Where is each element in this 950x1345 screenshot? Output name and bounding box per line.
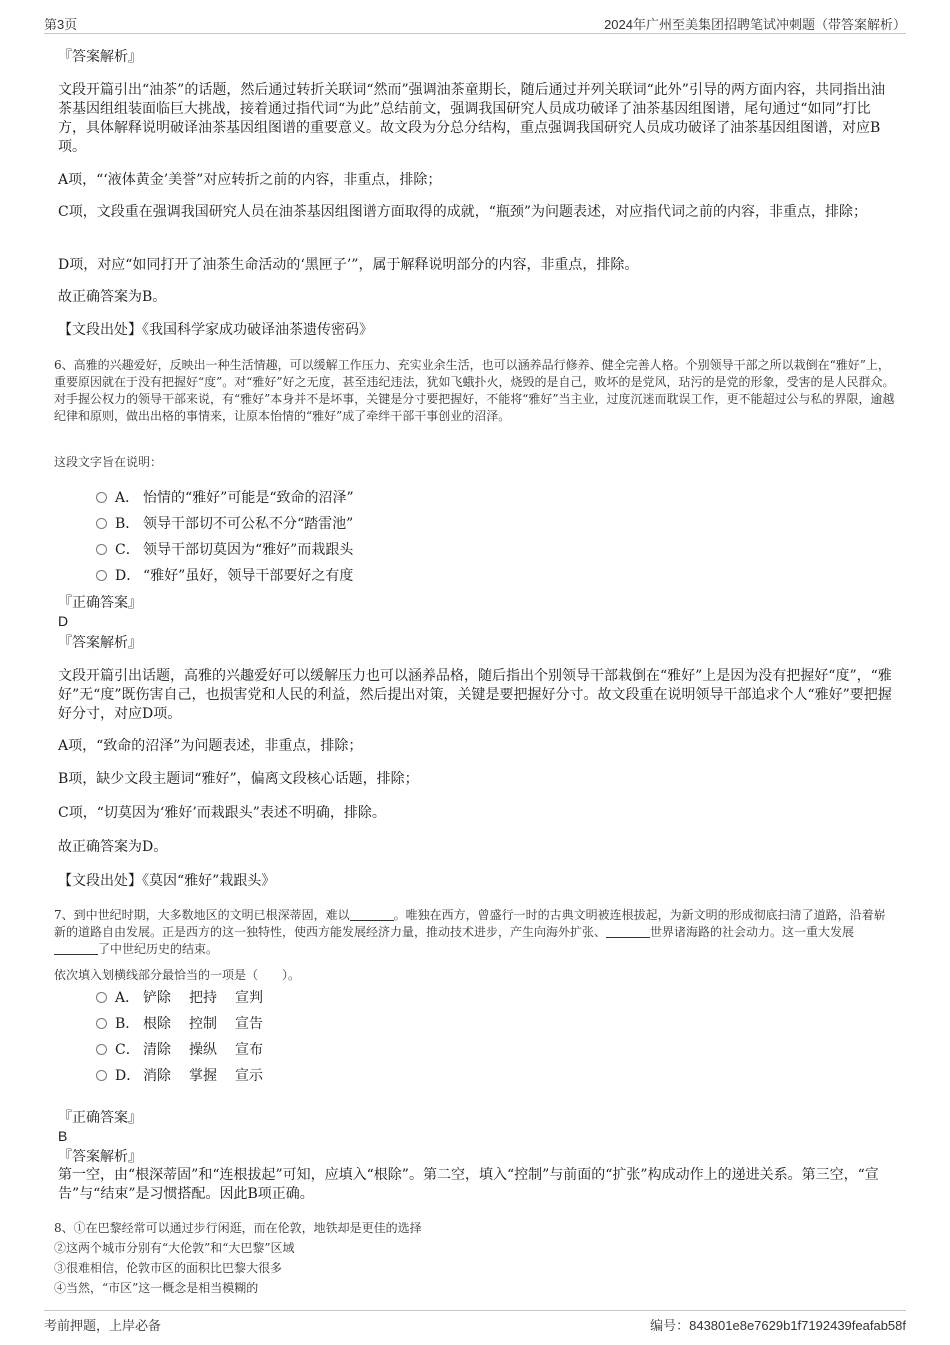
radio-icon[interactable] bbox=[96, 1018, 107, 1029]
radio-icon[interactable] bbox=[96, 492, 107, 503]
footer-slogan: 考前押题，上岸必备 bbox=[44, 1318, 162, 1333]
question-8-line-4: ④当然，“市区”这一概念是相当模糊的 bbox=[54, 1281, 259, 1295]
answer-conclusion: 故正确答案为B。 bbox=[58, 289, 167, 305]
source-citation: 【文段出处】《莫因“雅好”栽跟头》 bbox=[58, 873, 276, 889]
fill-blank-3 bbox=[54, 942, 98, 955]
option-c-note: C项，“切莫因为‘雅好’而栽跟头”表述不明确，排除。 bbox=[58, 805, 386, 821]
question-8-line-3: ③很难相信，伦敦市区的面积比巴黎大很多 bbox=[54, 1261, 283, 1275]
question-8-line-2: ②这两个城市分别有“大伦敦”和“大巴黎”区域 bbox=[54, 1241, 295, 1255]
analysis-text: 文段开篇引出话题，高雅的兴趣爱好可以缓解压力也可以涵养品格，随后指出个别领导干部栽倒在“雅好”上是因为没有把握好“度”，“雅好”无“度”既伤害自己，也损害党和人民的利益，然后提出对策，关键是要把握好分寸。故文段重在说明领导干部追求个人“雅好”要把握好分寸，对应D项。 bbox=[58, 668, 892, 722]
option-d-note: D项，对应“如同打开了油茶生命活动的‘黑匣子’”，属于解释说明部分的内容，非重点，排除。 bbox=[58, 257, 639, 273]
answer-conclusion: 故正确答案为D。 bbox=[58, 839, 168, 855]
fill-blank-1 bbox=[350, 908, 394, 921]
q6-option-a[interactable]: A． 怡情的“雅好”可能是“致命的沼泽” bbox=[96, 488, 354, 508]
correct-answer: D bbox=[58, 613, 69, 629]
radio-icon[interactable] bbox=[96, 570, 107, 581]
question-6-prompt: 这段文字旨在说明： bbox=[54, 455, 163, 469]
document-code: 编号：843801e8e7629b1f7192439feafab58f bbox=[650, 1318, 906, 1333]
correct-answer-title: 『正确答案』 bbox=[58, 595, 142, 611]
option-a-note: A项，“致命的沼泽”为问题表述，非重点，排除； bbox=[58, 738, 363, 754]
document-title: 2024年广州至美集团招聘笔试冲刺题（带答案解析） bbox=[604, 17, 906, 32]
question-7-stem: 7、到中世纪时期，大多数地区的文明已根深蒂固，难以 。唯独在西方，曾盛行一时的古典文明被连根拔起，为新文明的形成彻底扫清了道路，沿着崭新的道路自由发展。正是西方的这一独特性，使西方能发展经济力量，推动技术进步，产生向海外扩张、 世界诸海路的社会动力。这一重大发展了中世纪历史的结束。 bbox=[54, 908, 886, 956]
q7-option-a[interactable]: A． 铲除 把持 宣判 bbox=[96, 988, 263, 1008]
q6-option-b[interactable]: B． 领导干部切不可公私不分“踏雷池” bbox=[96, 514, 353, 534]
q7-option-b[interactable]: B． 根除 控制 宣告 bbox=[96, 1014, 263, 1034]
radio-icon[interactable] bbox=[96, 992, 107, 1003]
analysis-title: 『答案解析』 bbox=[58, 49, 142, 65]
analysis-title: 『答案解析』 bbox=[58, 635, 142, 651]
option-a-note: A项，“‘液体黄金’美誉”对应转折之前的内容，非重点，排除； bbox=[58, 172, 442, 188]
correct-answer-title: 『正确答案』 bbox=[58, 1110, 142, 1126]
analysis-text: 文段开篇引出“油茶”的话题，然后通过转折关联词“然而”强调油茶童期长，随后通过并列关联词“此外”引导的两方面内容，共同指出油茶基因组组装面临巨大挑战，接着通过指代词“为此”总结前文，强调我国研究人员成功破译了油茶基因组图谱，尾句通过“如同”打比方，具体解释说明破译油茶基因组图谱的重要意义。故文段为分总分结构，重点强调我国研究人员成功破译了油茶基因组图谱，对应B项。 bbox=[58, 82, 885, 155]
option-c-note: C项，文段重在强调我国研究人员在油茶基因组图谱方面取得的成就，“瓶颈”为问题表述，对应指代词之前的内容，非重点，排除； bbox=[58, 204, 868, 220]
q7-option-c[interactable]: C． 清除 操纵 宣布 bbox=[96, 1040, 263, 1060]
q6-option-c[interactable]: C． 领导干部切莫因为“雅好”而栽跟头 bbox=[96, 540, 353, 560]
fill-blank-2 bbox=[606, 925, 650, 938]
option-b-note: B项，缺少文段主题词“雅好”，偏离文段核心话题，排除； bbox=[58, 771, 419, 787]
question-6-stem: 6、高雅的兴趣爱好，反映出一种生活情趣，可以缓解工作压力、充实业余生活，也可以涵养品行修养、健全完善人格。个别领导干部之所以栽倒在“雅好”上，重要原因就在于没有把握好“度”。对“雅好”好之无度，甚至违纪违法，犹如飞蛾扑火，烧毁的是自己，败坏的是党风，玷污的是党的形象，受害的是人民群众。对手握公权力的领导干部来说，有“雅好”本身并不是坏事，关键是分寸要把握好，不能将“雅好”当主业，过度沉迷而耽误工作，更不能超过公与私的界限，逾越纪律和原则，做出出格的事情来，让原本怡情的“雅好”成了牵绊干部干事创业的沼泽。 bbox=[54, 358, 895, 423]
question-8-line-1: 8、①在巴黎经常可以通过步行闲逛，而在伦敦，地铁却是更佳的选择 bbox=[54, 1221, 422, 1235]
radio-icon[interactable] bbox=[96, 1044, 107, 1055]
analysis-text: 第一空，由“根深蒂固”和“连根拔起”可知，应填入“根除”。第二空，填入“控制”与前面的“扩张”构成动作上的递进关系。第三空，“宣告”与“结束”是习惯搭配。因此B项正确。 bbox=[58, 1167, 879, 1202]
analysis-title: 『答案解析』 bbox=[58, 1149, 142, 1165]
q7-option-d[interactable]: D． 消除 掌握 宣示 bbox=[96, 1066, 263, 1086]
footer-divider bbox=[44, 1310, 906, 1311]
radio-icon[interactable] bbox=[96, 518, 107, 529]
correct-answer: B bbox=[58, 1128, 68, 1144]
radio-icon[interactable] bbox=[96, 1070, 107, 1081]
page-number: 第3页 bbox=[44, 17, 78, 32]
question-7-prompt: 依次填入划横线部分最恰当的一项是（ ）。 bbox=[54, 968, 301, 982]
source-citation: 【文段出处】《我国科学家成功破译油茶遗传密码》 bbox=[58, 322, 373, 338]
q6-option-d[interactable]: D． “雅好”虽好，领导干部要好之有度 bbox=[96, 566, 353, 586]
header-divider bbox=[44, 33, 906, 34]
radio-icon[interactable] bbox=[96, 544, 107, 555]
